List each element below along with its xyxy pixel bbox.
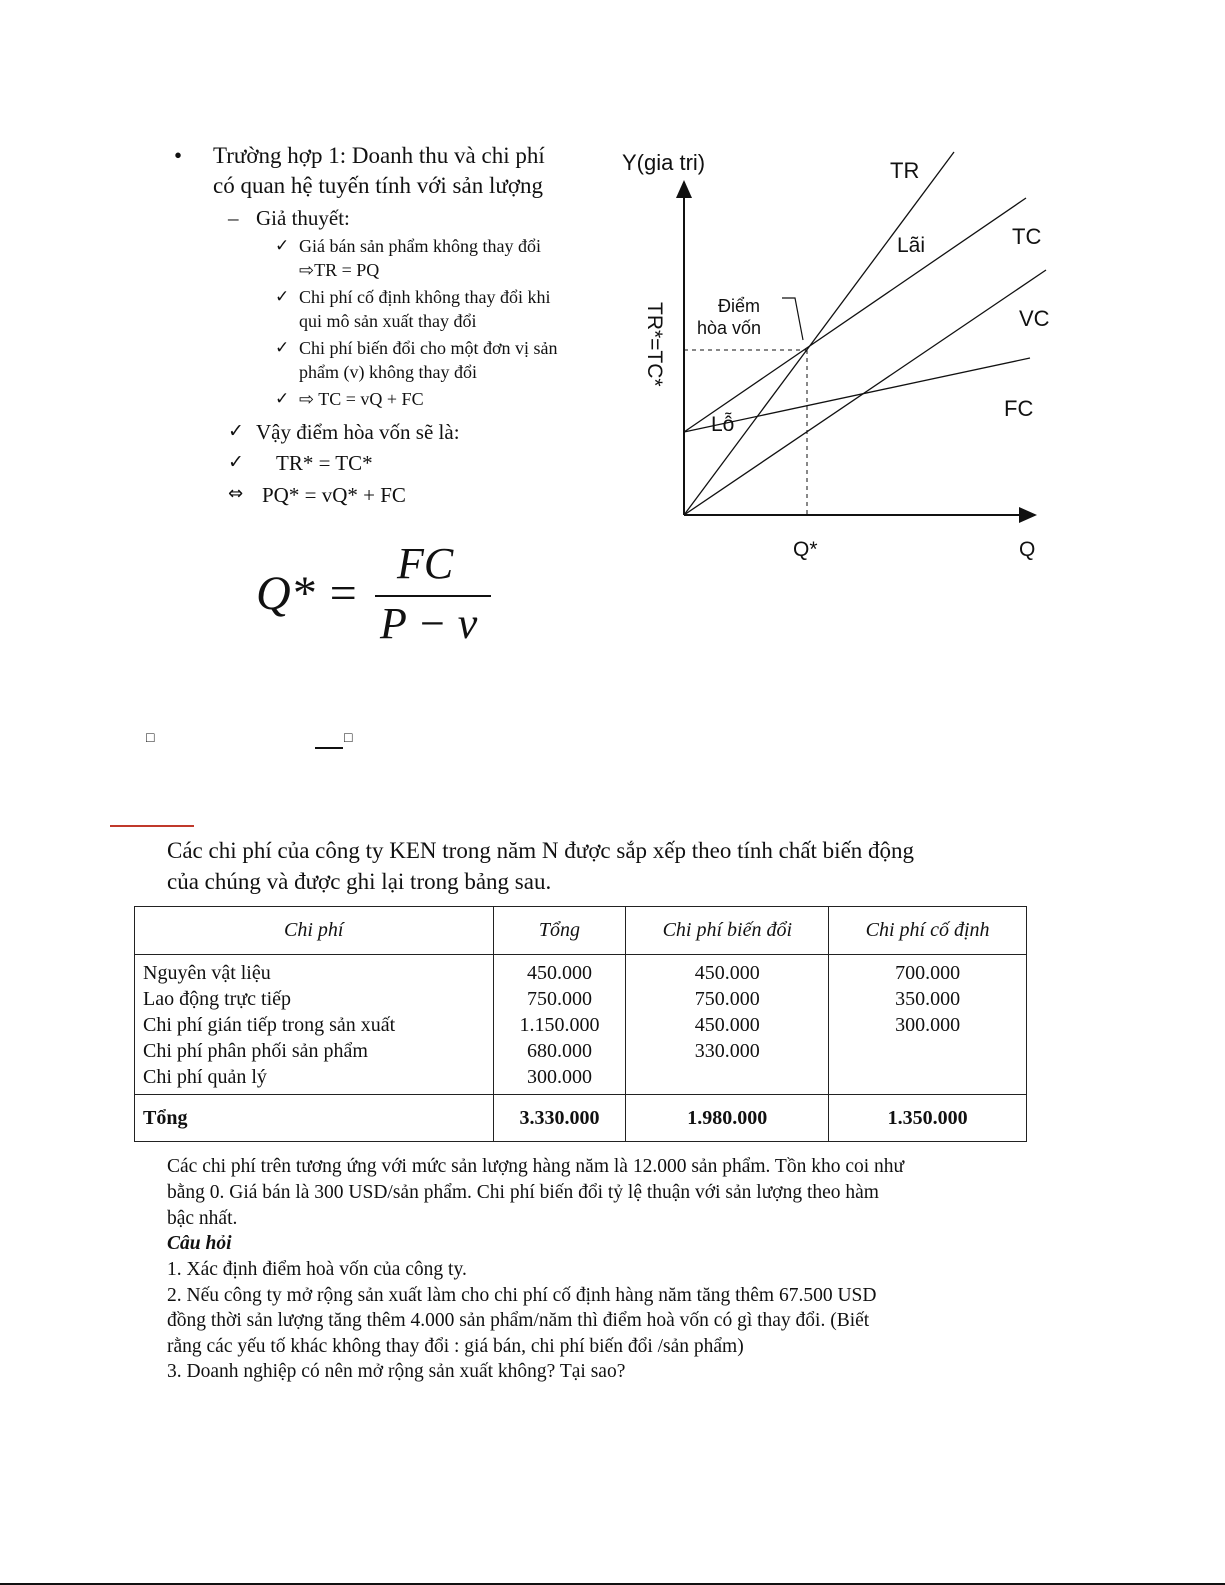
fixed-column — [829, 955, 1027, 1095]
table-cell: Tổng — [135, 1095, 494, 1142]
table-cell: Chi phí gián tiếp trong sản xuất — [143, 1014, 396, 1036]
table-cell: Chi phí phân phối sản phẩm — [143, 1040, 368, 1062]
assumption-4-line1: ⇨ TC = vQ + FC — [299, 389, 424, 409]
check-icon: ✓ — [275, 389, 290, 409]
table-cell: Chi phí quản lý — [143, 1066, 267, 1088]
case-title-line2: có quan hệ tuyến tính với sản lượng — [213, 173, 543, 198]
formula-denominator: P − v — [380, 599, 478, 648]
dash-marker: – — [228, 206, 239, 230]
fc-label: FC — [1004, 396, 1034, 421]
fc-line — [684, 358, 1030, 432]
item-column — [135, 955, 494, 1095]
table-cell: 1.350.000 — [829, 1095, 1027, 1142]
table-cell: 300.000 — [526, 1066, 592, 1088]
table-header: Chi phí biến đổi — [626, 907, 829, 955]
case-title-line1: Trường hợp 1: Doanh thu và chi phí — [213, 143, 545, 168]
table-cell — [626, 1064, 828, 1090]
table-header: Chi phí cố định — [829, 907, 1027, 955]
table-cell: 680.000 — [526, 1040, 592, 1062]
table-cell: 350.000 — [895, 988, 961, 1010]
tr-label: TR — [890, 158, 920, 183]
question-2-line3: rằng các yếu tố khác không thay đổi : giá bán, chi phí biến đổi /sản phẩm) — [167, 1336, 744, 1357]
fraction-bar — [375, 595, 491, 597]
table-cell: 300.000 — [895, 1014, 961, 1036]
table-cell: 450.000 — [694, 1014, 760, 1036]
table-cell: 750.000 — [526, 988, 592, 1010]
desc-line3: bậc nhất. — [167, 1208, 238, 1229]
table-cell: 1.150.000 — [519, 1014, 600, 1036]
total-column — [493, 955, 626, 1095]
question-1: 1. Xác định điểm hoà vốn của công ty. — [167, 1259, 467, 1280]
y-axis-label: Y(gia tri) — [622, 150, 706, 175]
formula-numerator: FC — [397, 539, 454, 588]
table-cell: 3.330.000 — [493, 1095, 626, 1142]
profit-label: Lãi — [897, 234, 926, 257]
conclusion-text: Vậy điểm hòa vốn sẽ là: — [256, 420, 460, 444]
question-3: 3. Doanh nghiệp có nên mở rộng sản xuất không? Tại sao? — [167, 1361, 626, 1382]
intro-line2: của chúng và được ghi lại trong bảng sau. — [167, 869, 552, 894]
assumption-1-line2: ⇨TR = PQ — [299, 260, 380, 280]
desc-line1: Các chi phí trên tương ứng với mức sản lượng hàng năm là 12.000 sản phẩm. Tồn kho coi như — [167, 1156, 905, 1177]
table-header: Chi phí — [135, 907, 494, 955]
assumption-1-line1: Giá bán sản phẩm không thay đổi — [299, 236, 541, 256]
check-icon: ✓ — [275, 287, 290, 307]
bullet-dot: • — [174, 143, 183, 168]
check-icon: ✓ — [275, 338, 290, 358]
missing-glyph-icon: □ — [344, 729, 353, 745]
table-header: Tổng — [493, 907, 626, 955]
table-cell: 450.000 — [526, 962, 592, 984]
assumption-label: Giả thuyết: — [256, 206, 350, 230]
x-tick-qstar: Q* — [793, 538, 818, 561]
breakeven-pointer — [782, 298, 803, 340]
check-icon: ✓ — [228, 451, 244, 473]
table-cell — [829, 1038, 1026, 1064]
desc-line2: bằng 0. Giá bán là 300 USD/sản phẩm. Chi phí biến đổi tỷ lệ thuận với sản lượng theo hàm — [167, 1182, 879, 1203]
assumption-3-line2: phẩm (v) không thay đổi — [299, 362, 477, 382]
table-cell: 750.000 — [694, 988, 760, 1010]
missing-glyph-icon: □ — [146, 729, 155, 745]
table-cell: 700.000 — [895, 962, 961, 984]
check-icon: ✓ — [228, 420, 244, 442]
table-total-row — [135, 1095, 1027, 1142]
equivalence-arrow-icon: ⇔ — [228, 483, 244, 504]
variable-column — [626, 955, 829, 1095]
assumption-2-line1: Chi phí cố định không thay đổi khi — [299, 287, 551, 307]
y-tick-breakeven: TR*=TC* — [643, 302, 666, 387]
table-header-row — [135, 907, 1027, 955]
breakeven-label-line2: hòa vốn — [697, 318, 762, 338]
assumption-2-line2: qui mô sản xuất thay đổi — [299, 311, 477, 331]
questions-title: Câu hỏi — [167, 1233, 232, 1254]
intro-line1: Các chi phí của công ty KEN trong năm N được sắp xếp theo tính chất biến động — [167, 838, 915, 863]
cost-table — [134, 906, 1027, 1142]
equation-1: TR* = TC* — [276, 451, 373, 475]
formula-lhs: Q* = — [256, 567, 360, 620]
red-divider — [110, 825, 194, 827]
table-cell: 1.980.000 — [626, 1095, 829, 1142]
table-cell: Nguyên vật liệu — [143, 962, 271, 984]
breakeven-chart — [610, 140, 1060, 570]
table-cell: Lao động trực tiếp — [143, 988, 292, 1010]
tc-label: TC — [1012, 224, 1042, 249]
table-body-row — [135, 955, 1027, 1095]
equation-2: PQ* = vQ* + FC — [262, 483, 406, 507]
short-rule — [315, 747, 343, 749]
table-cell: 330.000 — [694, 1040, 760, 1062]
question-2-line2: đồng thời sản lượng tăng thêm 4.000 sản phẩm/năm thì điểm hoà vốn có gì thay đổi. (Biết — [167, 1310, 870, 1331]
check-icon: ✓ — [275, 236, 290, 256]
table-cell — [829, 1064, 1026, 1090]
table-cell: 450.000 — [694, 962, 760, 984]
assumption-3-line1: Chi phí biến đổi cho một đơn vị sản — [299, 338, 558, 358]
question-2-line1: 2. Nếu công ty mở rộng sản xuất làm cho chi phí cố định hàng năm tăng thêm 67.500 USD — [167, 1285, 877, 1306]
x-axis-label: Q — [1019, 538, 1036, 561]
breakeven-label-line1: Điểm — [718, 296, 761, 316]
vc-label: VC — [1019, 306, 1050, 331]
loss-label: Lỗ — [711, 413, 735, 436]
